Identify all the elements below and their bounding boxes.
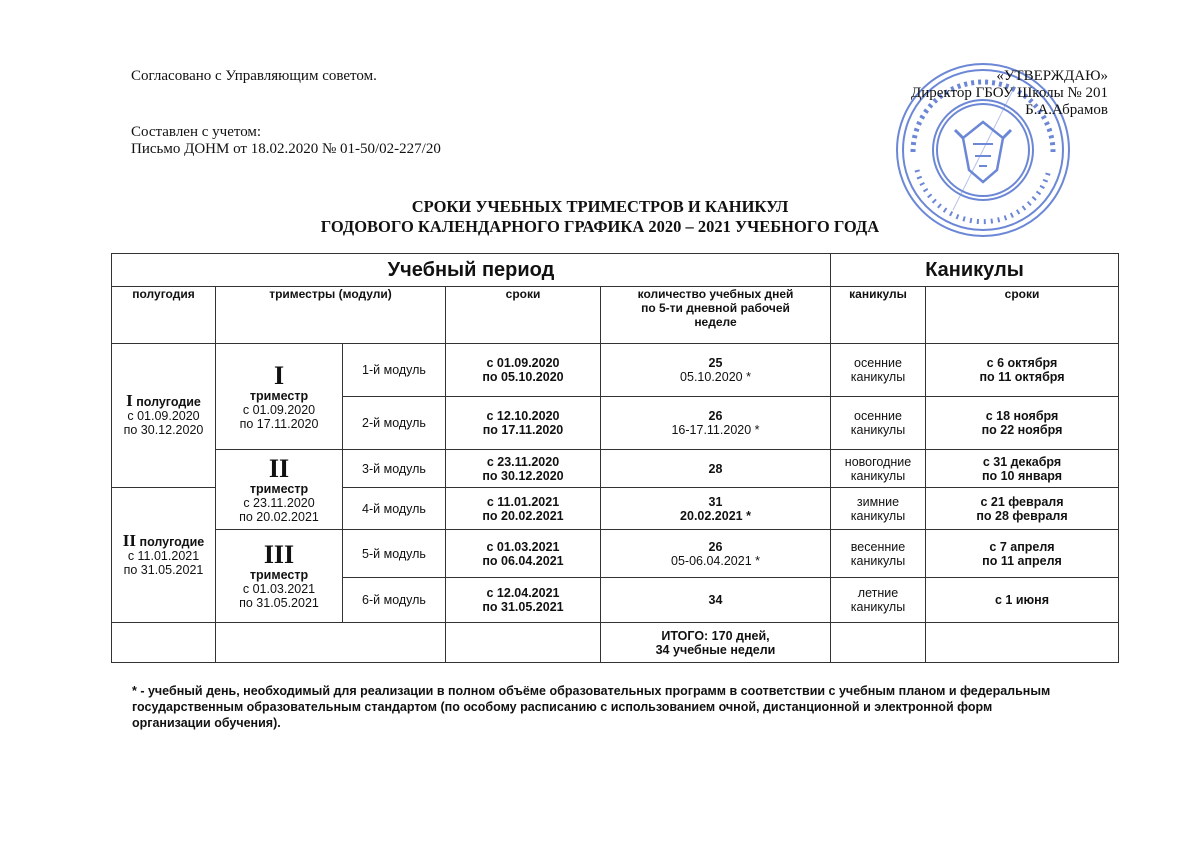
holiday-name-l2: каникулы — [850, 508, 906, 523]
footnote-line1: * - учебный день, необходимый для реализации в полном объёме образовательных программ в соответствии с учебным планом и федеральным — [132, 684, 1051, 698]
module-dates — [446, 488, 601, 530]
holiday-name-l2: каникулы — [850, 600, 906, 614]
study-days: 28 — [708, 461, 723, 476]
trimester-numeral: II — [268, 453, 290, 483]
holiday-name-l1: осенние — [854, 356, 902, 370]
study-days: 34 — [708, 593, 723, 607]
holiday-name — [831, 397, 926, 450]
total-days: ИТОГО: 170 дней, — [661, 628, 770, 643]
holiday-name — [831, 344, 926, 397]
holiday-dates — [926, 344, 1119, 397]
column-header-row — [112, 287, 1119, 344]
holiday-name — [831, 488, 926, 530]
total-empty-5 — [926, 623, 1119, 663]
agreed-text: Согласовано с Управляющим советом. — [131, 68, 377, 84]
study-days-cell — [601, 488, 831, 530]
study-days-cell — [601, 530, 831, 578]
col-holidays: каникулы — [831, 287, 926, 344]
letter-reference: Письмо ДОНМ от 18.02.2020 № 01-50/02-227/20 — [131, 141, 441, 157]
module-dates — [446, 344, 601, 397]
holiday-name-l1: летние — [857, 586, 899, 600]
col-study-days — [601, 287, 831, 344]
half-from: с 01.09.2020 — [127, 409, 200, 423]
col-trimesters: триместры (модули) — [216, 287, 446, 344]
module-to: по 30.12.2020 — [482, 468, 564, 483]
holidays-header: Каникулы — [831, 254, 1119, 287]
module-dates — [446, 578, 601, 623]
col-holiday-dates: сроки — [926, 287, 1119, 344]
holiday-name — [831, 578, 926, 623]
study-days: 26 — [708, 539, 723, 554]
holiday-name — [831, 530, 926, 578]
trimester-to: по 31.05.2021 — [239, 596, 319, 610]
module-to: по 31.05.2021 — [482, 600, 564, 614]
total-empty-2 — [216, 623, 446, 663]
holiday-to: по 22 ноября — [981, 423, 1063, 437]
module-to: по 06.04.2021 — [482, 553, 564, 568]
study-period-header: Учебный период — [112, 254, 831, 287]
col-dates: сроки — [446, 287, 601, 344]
group-header-row — [112, 254, 1119, 287]
holiday-to: по 28 февраля — [976, 508, 1068, 523]
trimester-label: триместр — [249, 481, 309, 496]
total-empty-3 — [446, 623, 601, 663]
half-to: по 30.12.2020 — [123, 423, 204, 437]
footnote-line3: организации обучения). — [132, 716, 281, 730]
trimester-cell — [216, 450, 343, 530]
trimester-to: по 20.02.2021 — [239, 509, 319, 524]
study-days-cell — [601, 344, 831, 397]
holiday-name-l2: каникулы — [850, 370, 906, 384]
holiday-from: с 18 ноября — [985, 409, 1059, 423]
trimester-to: по 17.11.2020 — [239, 416, 319, 431]
trimester-numeral: I — [273, 360, 285, 390]
holiday-to: по 10 января — [981, 468, 1063, 483]
compiled-label: Составлен с учетом: — [131, 124, 262, 140]
trimester-from: с 01.09.2020 — [242, 402, 316, 417]
holiday-to: по 11 октября — [979, 370, 1065, 384]
module-to: по 20.02.2021 — [482, 508, 564, 523]
trimester-cell — [216, 344, 343, 450]
module-dates — [446, 530, 601, 578]
module-from: с 01.09.2020 — [486, 356, 560, 370]
holiday-dates — [926, 530, 1119, 578]
holiday-name-l1: зимние — [856, 494, 900, 509]
table-row — [112, 530, 1119, 578]
trimester-from: с 01.03.2021 — [242, 582, 316, 596]
trimester-label: триместр — [249, 568, 309, 582]
signatory-name: Б.А.Абрамов — [1025, 102, 1108, 118]
study-days-note: 20.02.2021 * — [680, 508, 751, 523]
holiday-dates — [926, 578, 1119, 623]
module-to: по 05.10.2020 — [482, 370, 564, 384]
holiday-from: с 7 апреля — [989, 539, 1055, 554]
table-row — [112, 344, 1119, 397]
holiday-name-l2: каникулы — [850, 553, 906, 568]
half-numeral: I — [126, 391, 133, 410]
study-days: 25 — [708, 356, 723, 370]
module-name: 5-й модуль — [343, 530, 446, 578]
schedule-table — [111, 253, 1119, 663]
trimester-numeral: III — [263, 540, 295, 569]
study-days-note: 05.10.2020 * — [680, 370, 751, 384]
col-study-days-l3: неделе — [694, 315, 737, 329]
module-name: 2-й модуль — [343, 397, 446, 450]
module-dates — [446, 397, 601, 450]
holiday-name — [831, 450, 926, 488]
study-days-note: 05-06.04.2021 * — [671, 553, 760, 568]
half-to: по 31.05.2021 — [123, 562, 204, 577]
module-name: 6-й модуль — [343, 578, 446, 623]
module-dates — [446, 450, 601, 488]
holiday-name-l1: весенние — [850, 539, 906, 554]
study-days-cell — [601, 450, 831, 488]
col-study-days-l2: по 5-ти дневной рабочей — [641, 301, 790, 315]
col-study-days-l1: количество учебных дней — [637, 287, 794, 301]
holiday-name-l2: каникулы — [850, 423, 906, 437]
holiday-from: с 21 февраля — [980, 494, 1064, 509]
half-label: полугодие — [136, 395, 201, 409]
footnote-line2: государственным образовательным стандартом (по особому расписанию с использованием очной, дистанционной и электронной форм — [132, 700, 993, 714]
half-year-cell — [112, 344, 216, 488]
half-from: с 11.01.2021 — [127, 548, 200, 563]
footnote — [132, 683, 1092, 731]
module-from: с 11.01.2021 — [486, 494, 560, 509]
module-name: 4-й модуль — [343, 488, 446, 530]
document-title-line2: ГОДОВОГО КАЛЕНДАРНОГО ГРАФИКА 2020 – 2021 УЧЕБНОГО ГОДА — [320, 217, 880, 236]
study-days: 31 — [708, 494, 723, 509]
study-days-note: 16-17.11.2020 * — [671, 423, 760, 437]
module-from: с 23.11.2020 — [486, 454, 560, 469]
holiday-from: с 6 октября — [986, 356, 1058, 370]
trimester-cell — [216, 530, 343, 623]
module-name: 3-й модуль — [343, 450, 446, 488]
total-weeks: 34 учебные недели — [655, 642, 776, 657]
total-cell — [601, 623, 831, 663]
total-row — [112, 623, 1119, 663]
director-line: Директор ГБОУ Школы № 201 — [911, 85, 1108, 101]
module-from: с 01.03.2021 — [486, 539, 560, 554]
trimester-label: триместр — [249, 388, 309, 403]
holiday-from: с 31 декабря — [982, 454, 1062, 469]
study-days-cell — [601, 397, 831, 450]
holiday-dates — [926, 488, 1119, 530]
total-empty-4 — [831, 623, 926, 663]
holiday-to: по 11 апреля — [982, 553, 1062, 568]
holiday-dates — [926, 450, 1119, 488]
module-name: 1-й модуль — [343, 344, 446, 397]
holiday-name-l1: осенние — [854, 409, 902, 423]
holiday-dates — [926, 397, 1119, 450]
half-year-cell — [112, 488, 216, 623]
table-row — [112, 450, 1119, 488]
half-numeral: II — [122, 530, 137, 550]
study-days: 26 — [708, 409, 723, 423]
holiday-name-l1: новогодние — [844, 454, 912, 469]
module-to: по 17.11.2020 — [482, 423, 564, 437]
trimester-from: с 23.11.2020 — [243, 495, 315, 510]
total-empty-1 — [112, 623, 216, 663]
col-halves: полугодия — [112, 287, 216, 344]
holiday-name-l2: каникулы — [850, 468, 906, 483]
module-from: с 12.04.2021 — [486, 586, 560, 600]
half-label: полугодие — [139, 534, 205, 549]
document-title-line1: СРОКИ УЧЕБНЫХ ТРИМЕСТРОВ И КАНИКУЛ — [411, 197, 789, 216]
approve-label: «УТВЕРЖДАЮ» — [996, 68, 1108, 84]
module-from: с 12.10.2020 — [486, 409, 560, 423]
holiday-from: с 1 июня — [994, 593, 1050, 607]
study-days-cell — [601, 578, 831, 623]
